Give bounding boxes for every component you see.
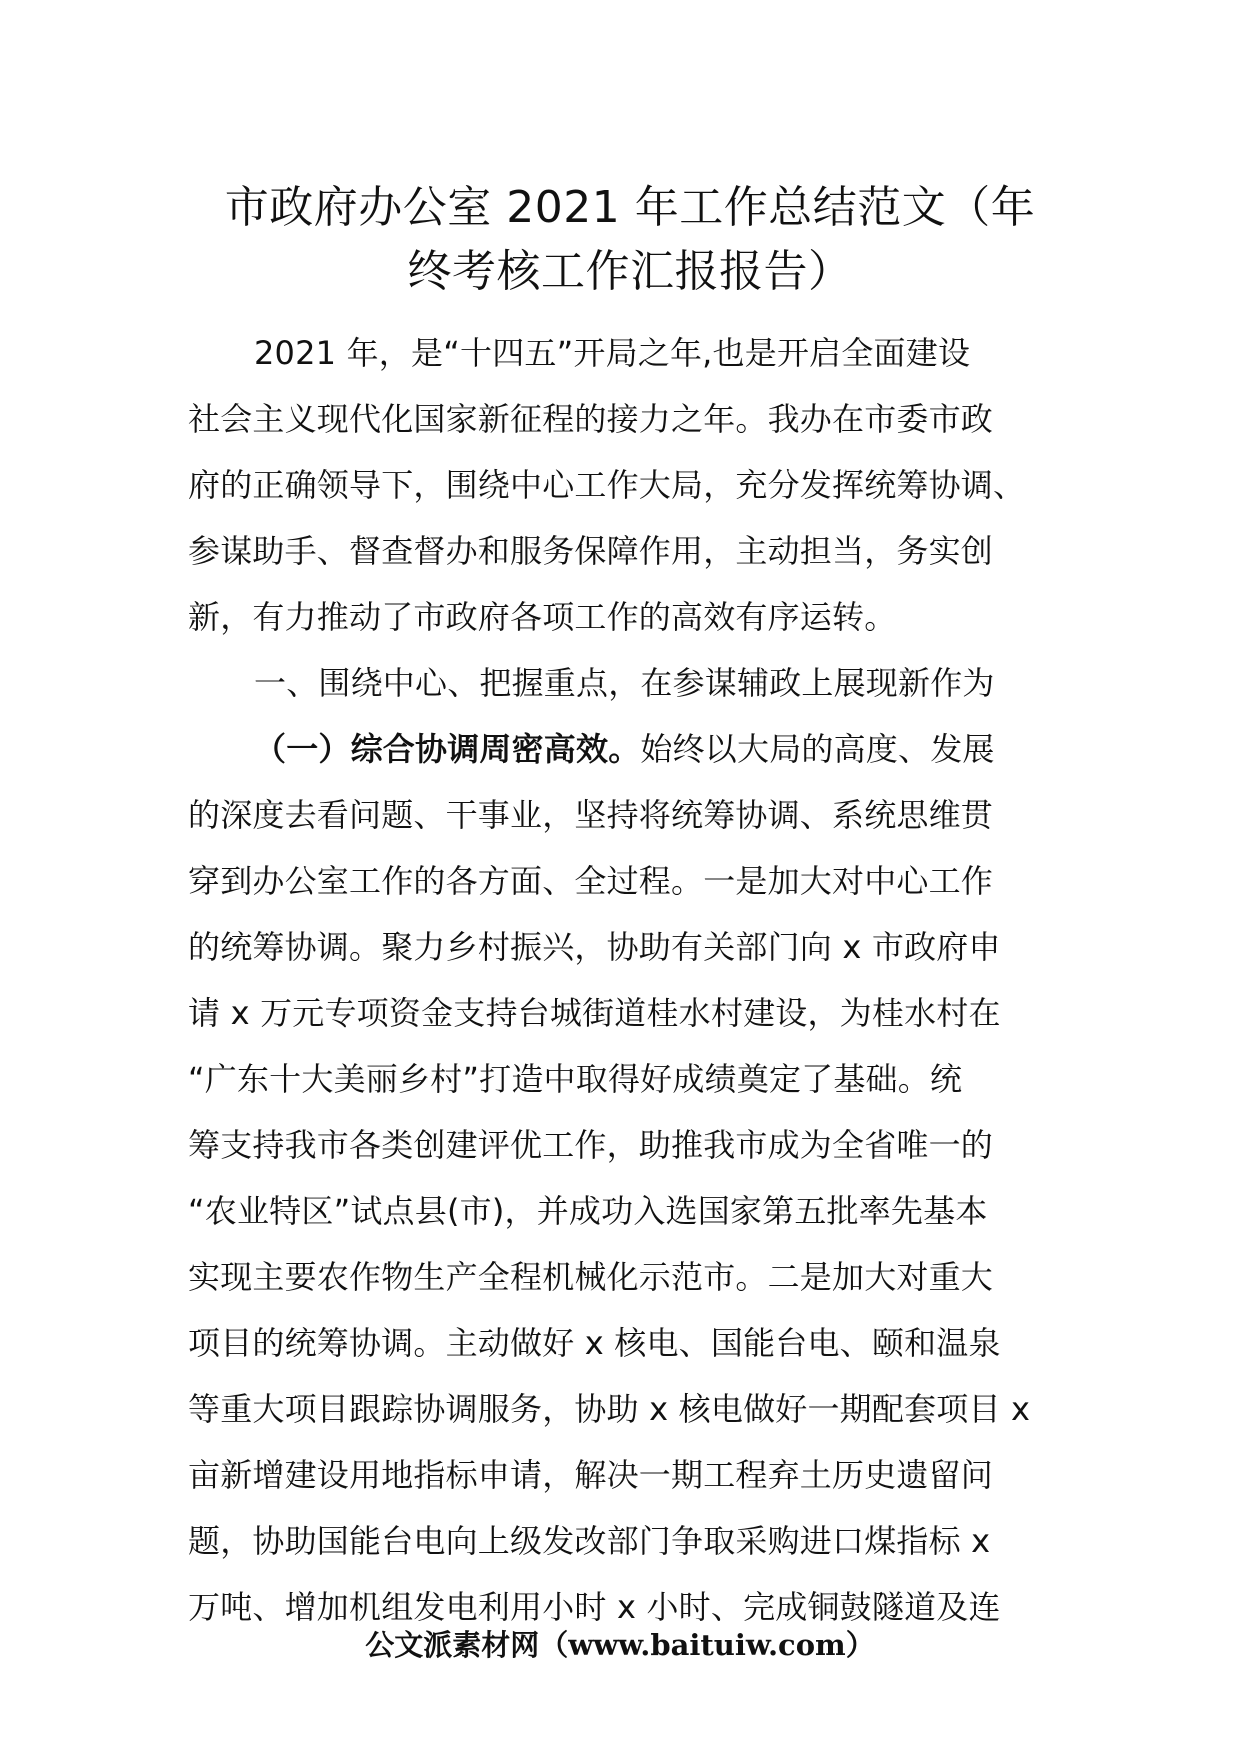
body-line: 2021 年，是“十四五”开局之年,也是开启全面建设 — [254, 334, 971, 372]
body-line: 的统筹协调。聚力乡村振兴，协助有关部门向 x 市政府申 — [188, 928, 1001, 966]
body-line: 社会主义现代化国家新征程的接力之年。我办在市委市政 — [188, 400, 994, 438]
body-line: 府的正确领导下，围绕中心工作大局，充分发挥统筹协调、 — [188, 466, 1026, 504]
body-line: 项目的统筹协调。主动做好 x 核电、国能台电、颐和温泉 — [188, 1324, 1001, 1362]
title-line-1: 市政府办公室 2021 年工作总结范文（年 — [224, 182, 1036, 233]
subsection-heading: （一）综合协调周密高效。 — [254, 730, 641, 768]
body-line: 穿到办公室工作的各方面、全过程。一是加大对中心工作 — [188, 862, 994, 900]
body-line: 题，协助国能台电向上级发改部门争取采购进口煤指标 x — [188, 1522, 991, 1560]
body-line: 筹支持我市各类创建评优工作，助推我市成为全省唯一的 — [188, 1126, 994, 1164]
body-line: 新，有力推动了市政府各项工作的高效有序运转。 — [188, 598, 897, 636]
subsection-line — [188, 716, 1068, 782]
body-line: “广东十大美丽乡村”打造中取得好成绩奠定了基础。统 — [188, 1060, 963, 1098]
body-line: 请 x 万元专项资金支持台城街道桂水村建设，为桂水村在 — [188, 994, 1001, 1032]
body-line: 参谋助手、督查督办和服务保障作用，主动担当，务实创 — [188, 532, 994, 570]
body-line: 的深度去看问题、干事业，坚持将统筹协调、系统思维贯 — [188, 796, 994, 834]
body-line: 亩新增建设用地指标申请，解决一期工程弃土历史遗留问 — [188, 1456, 994, 1494]
section-heading: 一、围绕中心、把握重点，在参谋辅政上展现新作为 — [254, 664, 995, 702]
body-line: 实现主要农作物生产全程机械化示范市。二是加大对重大 — [188, 1258, 994, 1296]
body-line: 等重大项目跟踪协调服务，协助 x 核电做好一期配套项目 x — [188, 1390, 1031, 1428]
document-title — [190, 176, 1070, 304]
subsection-text: 始终以大局的高度、发展 — [640, 730, 995, 768]
body-line: “农业特区”试点县(市)，并成功入选国家第五批率先基本 — [188, 1192, 988, 1230]
body-line: 万吨、增加机组发电利用小时 x 小时、完成铜鼓隧道及连 — [188, 1588, 1001, 1626]
title-line-2: 终考核工作汇报报告） — [407, 246, 853, 297]
footer-watermark: 公文派素材网（www.baituiw.com） — [365, 1628, 875, 1662]
document-body — [188, 320, 1068, 1640]
